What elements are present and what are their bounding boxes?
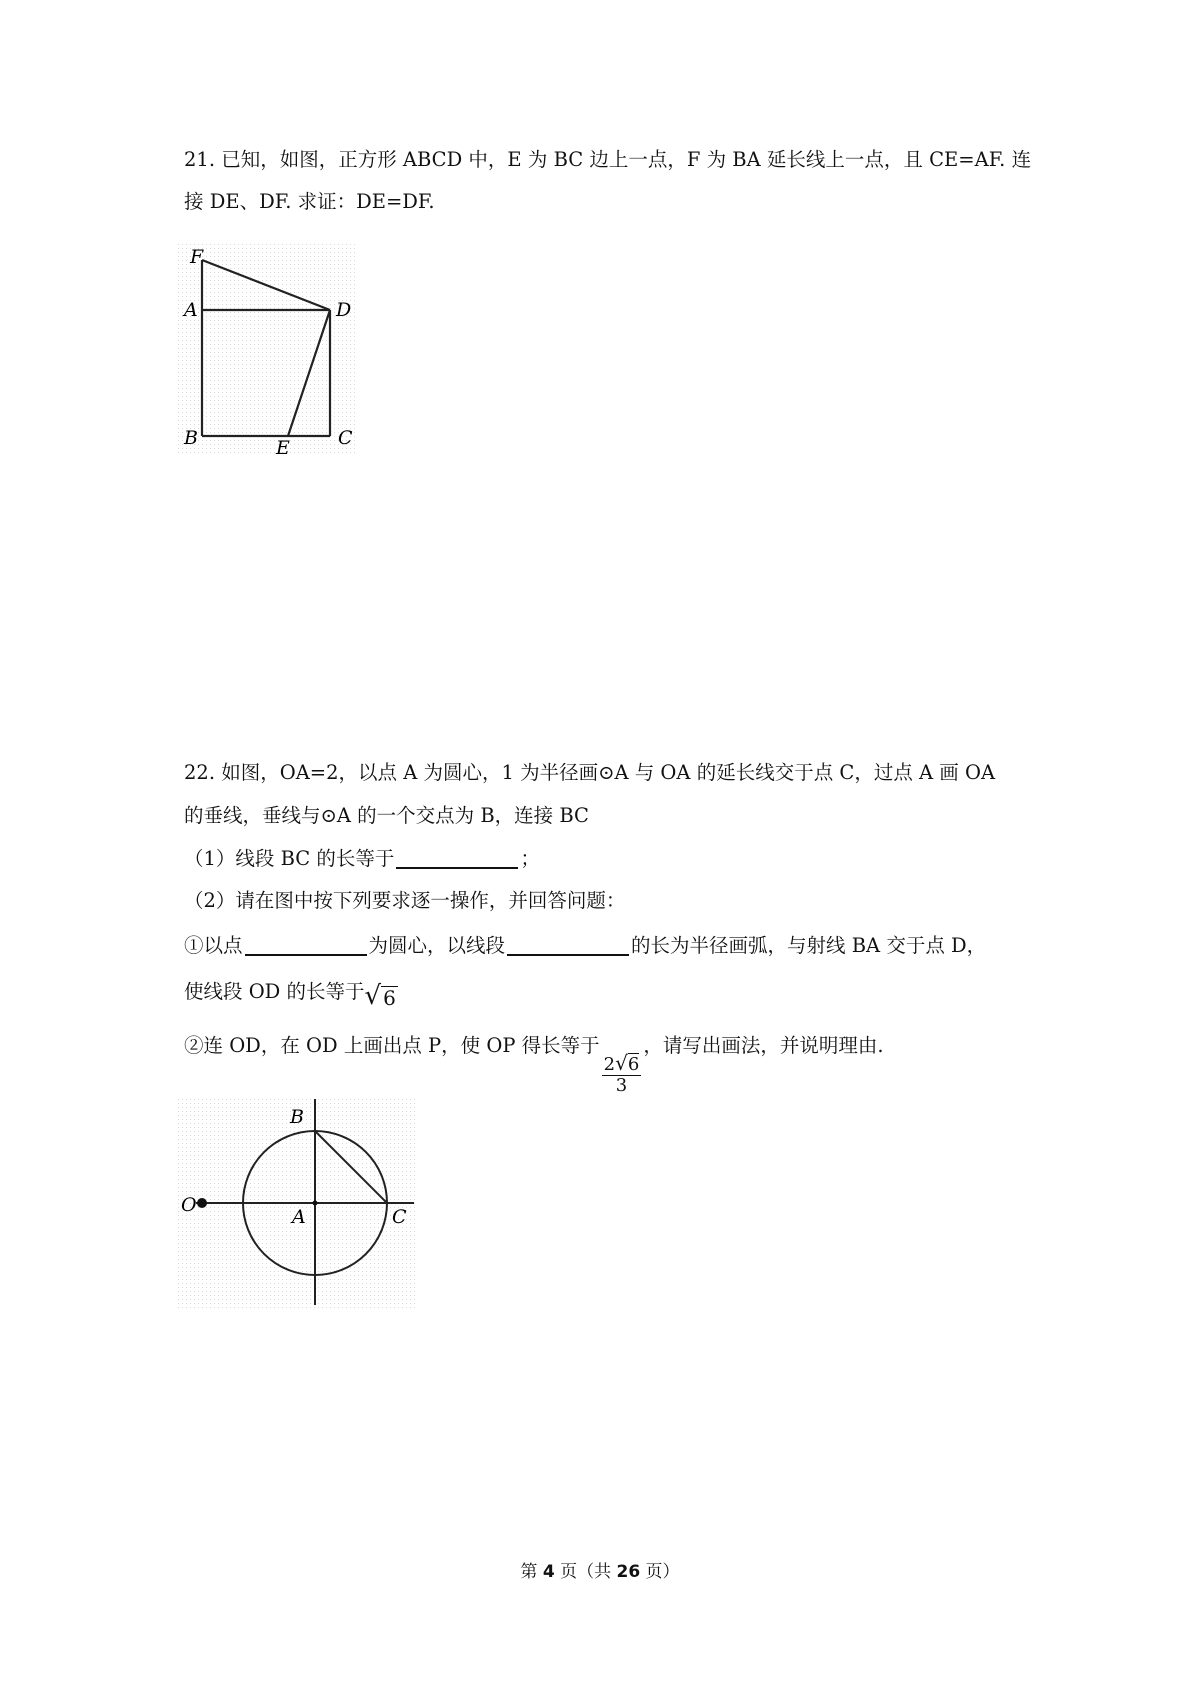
point-A <box>313 1201 318 1206</box>
page-footer <box>0 1560 1200 1584</box>
q21-square-figure <box>178 244 358 456</box>
label-A: A <box>184 299 198 321</box>
label-D: D <box>336 299 352 321</box>
q22-part-2: （2）请在图中按下列要求逐一操作，并回答问题： <box>184 889 626 912</box>
step1-text-b: 为圆心，以线段 <box>368 934 506 957</box>
fraction-denominator: 3 <box>615 1075 628 1096</box>
label-B: B <box>290 1106 304 1128</box>
step1-text-c: 的长为半径画弧，与射线 BA 交于点 D， <box>631 934 987 957</box>
radical-sign: √ <box>615 1051 628 1075</box>
q22-step-1-line-2 <box>184 978 398 1009</box>
q22-line-1: 22. 如图，OA=2，以点 A 为圆心，1 为半径画⊙A 与 OA 的延长线交于点 C，过点 A 画 OA <box>184 761 996 784</box>
part1-end: ； <box>520 847 540 870</box>
label-A: A <box>292 1206 306 1228</box>
point-O <box>197 1198 207 1208</box>
label-F: F <box>190 246 204 268</box>
numerator-coef: 2 <box>603 1054 616 1075</box>
step2-text-after: ，请写出画法，并说明理由. <box>643 1034 884 1057</box>
part1-text: （1）线段 BC 的长等于 <box>184 847 395 870</box>
label-C: C <box>338 427 353 449</box>
sqrt-6-arg: 6 <box>383 986 396 1010</box>
step1-text-a: ①以点 <box>184 934 243 957</box>
radical-sign: √ <box>364 981 382 1011</box>
q22-line-2: 的垂线，垂线与⊙A 的一个交点为 B，连接 BC <box>184 804 589 827</box>
footer-suffix: 页） <box>640 1562 680 1582</box>
sqrt-6 <box>365 983 398 1009</box>
label-E: E <box>276 437 290 456</box>
q21-line-2: 接 DE、DF. 求证：DE=DF. <box>184 190 435 213</box>
fraction-2sqrt6-over-3 <box>602 1053 642 1096</box>
step2-text-before: ②连 OD，在 OD 上画出点 P，使 OP 得长等于 <box>184 1034 600 1057</box>
label-C: C <box>392 1206 407 1228</box>
footer-middle: 页（共 <box>554 1562 617 1582</box>
label-B: B <box>184 427 198 449</box>
q21-line-1: 21. 已知，如图，正方形 ABCD 中，E 为 BC 边上一点，F 为 BA 延长线上一点，且 CE=AF. 连 <box>184 148 1032 171</box>
q22-part-1 <box>184 845 540 873</box>
footer-total-pages: 26 <box>616 1562 641 1582</box>
q22-step-1 <box>184 932 986 960</box>
q22-step-2 <box>184 1032 884 1096</box>
answer-blank-radius[interactable] <box>507 934 629 956</box>
fraction-numerator <box>602 1053 642 1076</box>
numerator-arg: 6 <box>627 1054 640 1075</box>
label-O: O <box>181 1194 197 1216</box>
footer-prefix: 第 <box>520 1562 543 1582</box>
footer-page-number: 4 <box>542 1562 555 1582</box>
step1-line2-text: 使线段 OD 的长等于 <box>184 980 365 1003</box>
answer-blank-bc-length[interactable] <box>396 847 518 869</box>
answer-blank-center[interactable] <box>245 934 367 956</box>
q22-circle-figure <box>178 1099 418 1309</box>
